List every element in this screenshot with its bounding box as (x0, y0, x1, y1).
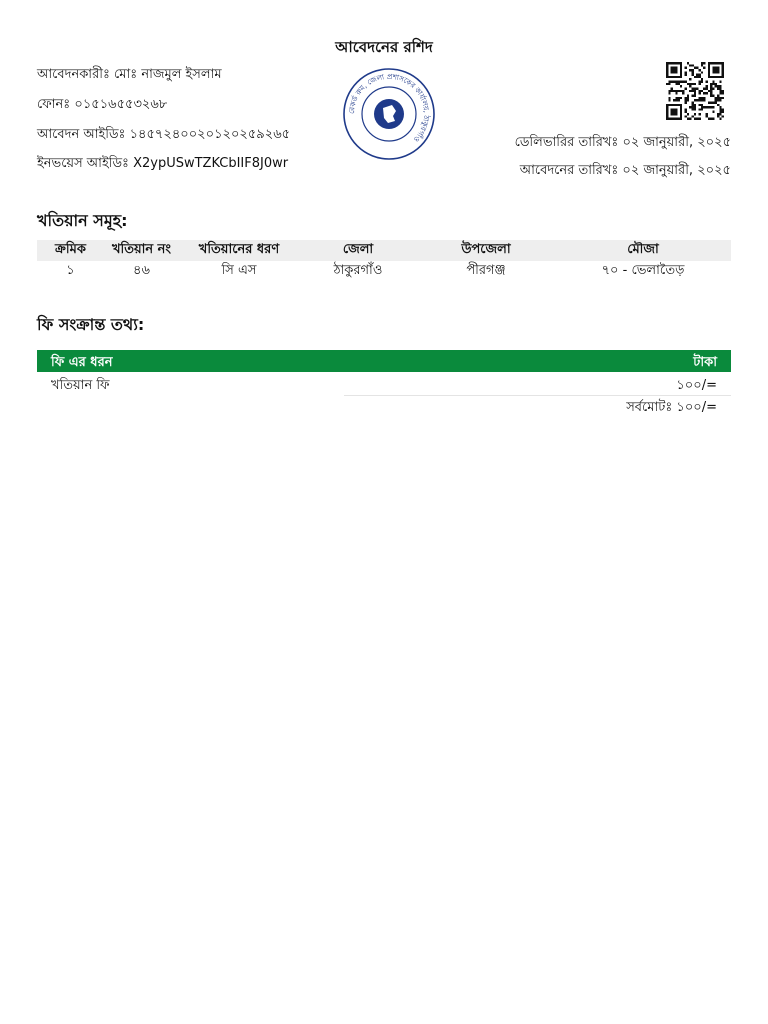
table-cell: ১ (66, 263, 75, 278)
column-header: খতিয়ানের ধরণ (179, 240, 299, 261)
fee-type-header: ফি এর ধরন (51, 355, 113, 370)
application-date: আবেদনের তারিখঃ ০২ জানুয়ারী, ২০২৫ (519, 163, 731, 178)
application-id: আবেদন আইডিঃ ১৪৫৭২৪০০২০১২০২৫৯২৬৫ (37, 127, 291, 142)
khatian-section-heading: খতিয়ান সমূহ: (37, 211, 128, 230)
fee-item-label: খতিয়ান ফি (51, 378, 110, 393)
invoice-id: ইনভয়েস আইডিঃ X2ypUSwTZKCbIIF8J0wr (37, 156, 289, 171)
table-row (37, 261, 731, 282)
qr-code (664, 62, 726, 120)
table-cell: ৭০ - ভেলাতৈড় (601, 263, 685, 278)
fee-table-header (37, 350, 731, 372)
applicant-name: আবেদনকারীঃ মোঃ নাজমুল ইসলাম (37, 67, 222, 82)
receipt-title: আবেদনের রশিদ (335, 38, 433, 56)
fee-total: সর্বমোটঃ ১০০/= (626, 400, 717, 415)
khatian-table-header-row (37, 240, 731, 261)
fee-item-amount: ১০০/= (676, 378, 717, 393)
column-header: ক্রমিক (37, 240, 104, 261)
fee-row (37, 373, 731, 395)
fee-section-heading: ফি সংক্রান্ত তথ্য: (37, 315, 145, 334)
column-header: খতিয়ান নং (104, 240, 179, 261)
fee-amount-header: টাকা (693, 355, 717, 370)
khatian-table (37, 240, 731, 282)
applicant-phone: ফোনঃ ০১৫১৬৫৫৩২৬৮ (37, 97, 168, 112)
fee-divider (344, 395, 731, 396)
column-header: উপজেলা (417, 240, 555, 261)
table-cell: ৪৬ (133, 263, 150, 278)
government-seal (340, 66, 438, 162)
seal-text: রেকর্ড রুম, জেলা প্রশাসকের কার্যালয়, ঠাকুরগাঁও (346, 71, 432, 144)
delivery-date: ডেলিভারির তারিখঃ ০২ জানুয়ারী, ২০২৫ (514, 135, 731, 150)
column-header: জেলা (299, 240, 417, 261)
table-cell: সি এস (221, 263, 257, 278)
column-header: মৌজা (555, 240, 731, 261)
table-cell: পীরগঞ্জ (466, 263, 506, 278)
table-cell: ঠাকুরগাঁও (333, 263, 383, 278)
